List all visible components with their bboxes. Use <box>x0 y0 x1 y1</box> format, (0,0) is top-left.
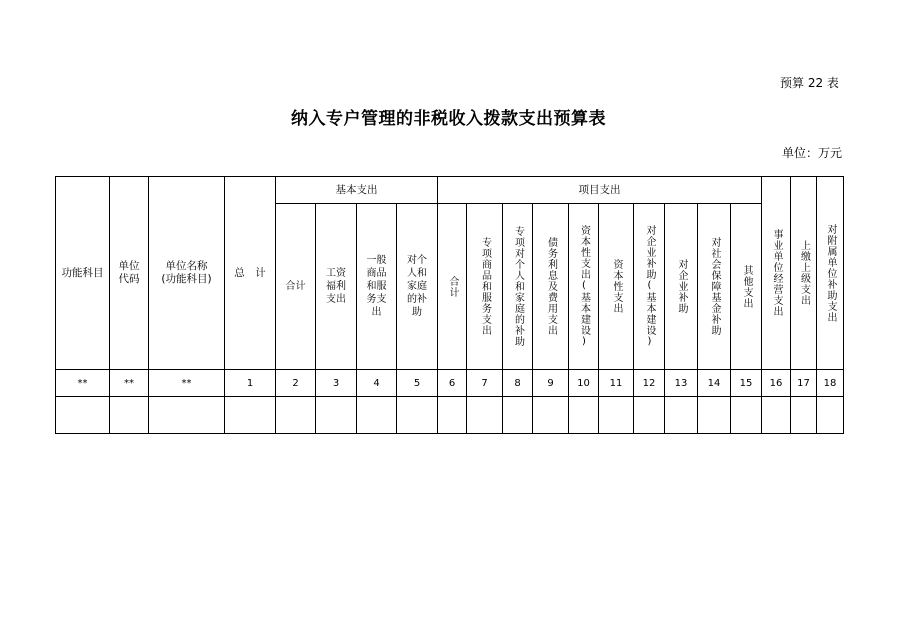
number-cell: 2 <box>276 370 316 397</box>
header-project-col: 专项商品和服务支出 <box>467 204 503 370</box>
number-cell: 16 <box>762 370 791 397</box>
header-project-col: 专项对个人和家庭的补助 <box>503 204 533 370</box>
data-cell <box>731 397 762 434</box>
number-cell: 6 <box>438 370 467 397</box>
data-cell <box>817 397 844 434</box>
header-project-col: 合计 <box>438 204 467 370</box>
data-cell <box>791 397 817 434</box>
header-right-col: 对附属单位补助支出 <box>817 177 844 370</box>
header-total: 总 计 <box>225 177 276 370</box>
header-right-col: 事业单位经营支出 <box>762 177 791 370</box>
number-cell: 7 <box>467 370 503 397</box>
number-cell: ** <box>110 370 149 397</box>
header-basic-col: 合计 <box>276 204 316 370</box>
data-cell <box>56 397 110 434</box>
number-cell: 8 <box>503 370 533 397</box>
data-cell <box>225 397 276 434</box>
number-cell: 5 <box>397 370 438 397</box>
header-project-col: 债务利息及费用支出 <box>533 204 569 370</box>
data-cell <box>438 397 467 434</box>
header-basic-col: 一般 商品 和服 务支 出 <box>357 204 397 370</box>
number-row <box>56 370 844 397</box>
number-cell: 9 <box>533 370 569 397</box>
budget-table <box>55 176 844 434</box>
data-cell <box>665 397 698 434</box>
number-cell: 3 <box>316 370 357 397</box>
data-cell <box>316 397 357 434</box>
data-cell <box>533 397 569 434</box>
number-cell: 14 <box>698 370 731 397</box>
data-cell <box>110 397 149 434</box>
header-project-col: 资本性支出(基本建设) <box>569 204 599 370</box>
data-cell <box>599 397 634 434</box>
header-project-col: 对企业补助(基本建设) <box>634 204 665 370</box>
header-group-basic: 基本支出 <box>276 177 438 204</box>
data-cell <box>698 397 731 434</box>
data-cell <box>503 397 533 434</box>
number-cell: 15 <box>731 370 762 397</box>
header-basic-col: 工资 福利 支出 <box>316 204 357 370</box>
data-cell <box>149 397 225 434</box>
number-cell: ** <box>149 370 225 397</box>
page-title: 纳入专户管理的非税收入拨款支出预算表 <box>291 109 606 129</box>
form-number: 预算 22 表 <box>780 76 839 90</box>
number-cell: 17 <box>791 370 817 397</box>
number-cell: 18 <box>817 370 844 397</box>
number-cell: 11 <box>599 370 634 397</box>
data-cell <box>569 397 599 434</box>
number-cell: 12 <box>634 370 665 397</box>
number-cell: 13 <box>665 370 698 397</box>
data-cell <box>762 397 791 434</box>
number-cell: 4 <box>357 370 397 397</box>
header-project-col: 对企业补助 <box>665 204 698 370</box>
header-basic-col: 对个 人和 家庭 的补 助 <box>397 204 438 370</box>
header-unit-name: 单位名称 (功能科目) <box>149 177 225 370</box>
data-cell <box>357 397 397 434</box>
header-right-col: 上缴上级支出 <box>791 177 817 370</box>
header-project-col: 其他支出 <box>731 204 762 370</box>
number-cell: 1 <box>225 370 276 397</box>
data-cell <box>397 397 438 434</box>
header-project-col: 资本性支出 <box>599 204 634 370</box>
data-cell <box>467 397 503 434</box>
unit-label: 单位：万元 <box>782 146 843 160</box>
number-cell: ** <box>56 370 110 397</box>
data-cell <box>276 397 316 434</box>
header-func-subject: 功能科目 <box>56 177 110 370</box>
number-cell: 10 <box>569 370 599 397</box>
data-cell <box>634 397 665 434</box>
header-unit-code: 单位 代码 <box>110 177 149 370</box>
header-group-project: 项目支出 <box>438 177 762 204</box>
data-row <box>56 397 844 434</box>
header-project-col: 对社会保障基金补助 <box>698 204 731 370</box>
